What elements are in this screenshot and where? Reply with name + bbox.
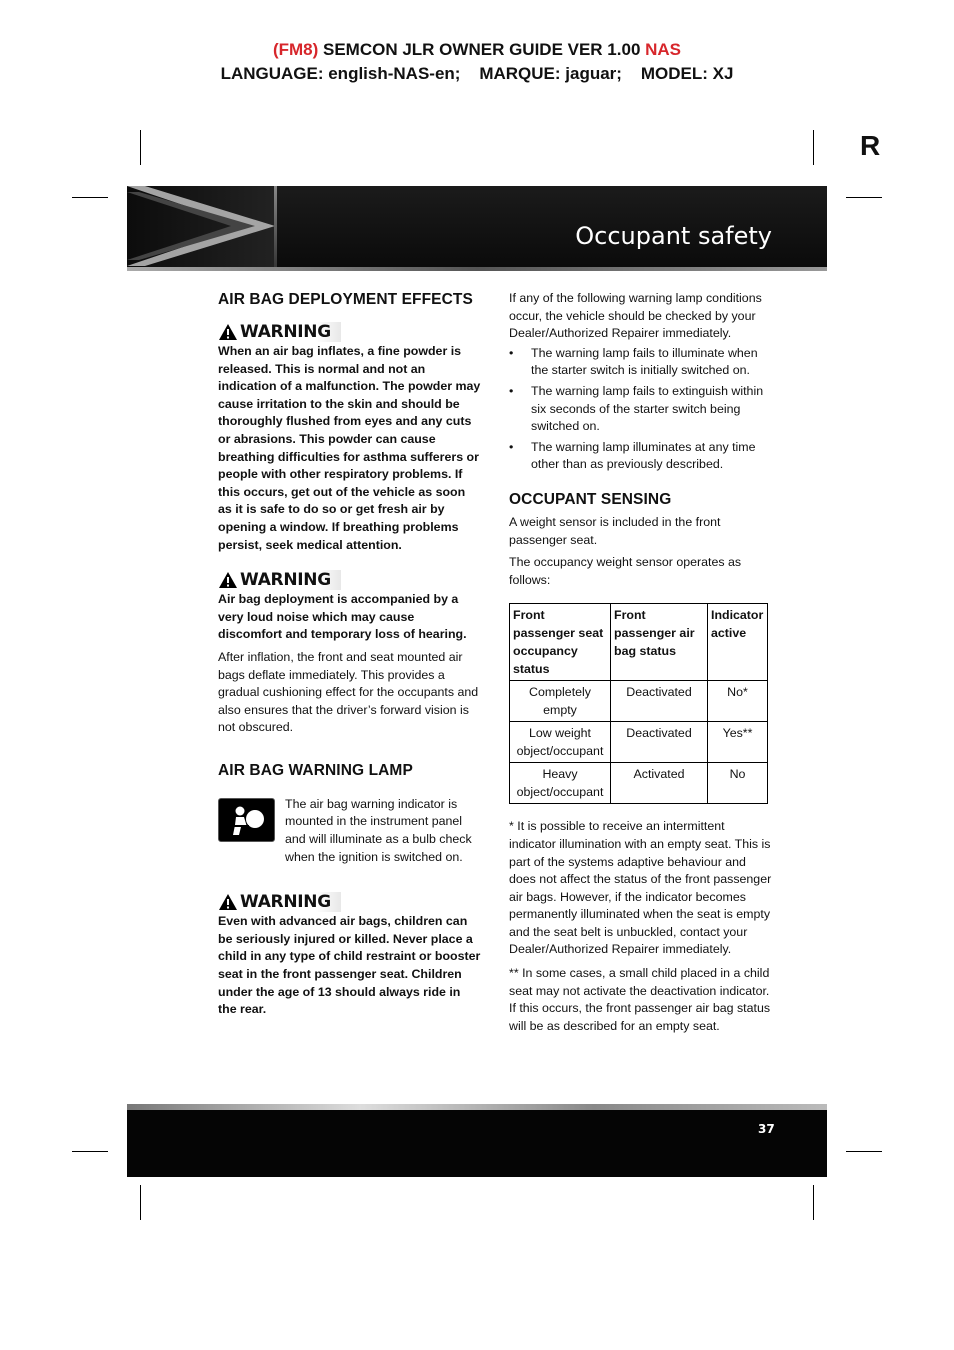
airbag-warning-lamp-icon xyxy=(218,798,275,842)
crop-mark xyxy=(813,130,814,165)
crop-mark xyxy=(72,197,108,198)
footnote-small-child: ** In some cases, a small child placed in a child seat may not activate the deactivation indicator. If this occurs, the front passenger air bag status will be as described for an empty seat. xyxy=(509,966,771,1033)
warning-label: WARNING xyxy=(240,570,341,590)
warning-triangle-icon xyxy=(218,571,238,589)
table-cell: Deactivated xyxy=(611,681,708,722)
banner-seam xyxy=(274,186,277,271)
table-row xyxy=(510,722,768,763)
list-item: • The warning lamp fails to illuminate when the starter switch is initially switched on. xyxy=(509,345,772,380)
list-item: • The warning lamp fails to extinguish within six seconds of the starter switch being switched on. xyxy=(509,383,772,436)
chapter-banner xyxy=(127,186,827,271)
crop-mark xyxy=(72,1151,108,1152)
list-item: • The warning lamp illuminates at any time other than as previously described. xyxy=(509,439,772,474)
paragraph-sensor-operation: The occupancy weight sensor operates as follows: xyxy=(509,555,742,587)
crop-mark xyxy=(140,130,141,165)
warning-triangle-icon xyxy=(218,893,238,911)
banner-chevron xyxy=(127,186,275,271)
table-cell: Activated xyxy=(611,763,708,804)
warning-header xyxy=(218,891,481,913)
table-cell: No* xyxy=(708,681,768,722)
chevron-icon xyxy=(127,186,275,271)
crop-mark xyxy=(140,1185,141,1220)
lamp-condition-list xyxy=(509,345,772,474)
lamp-description: The air bag warning indicator is mounted in the instrument panel and will illuminate as a bulb check when the ignition is switched on. xyxy=(285,796,472,864)
warning-header xyxy=(218,569,481,591)
section-heading-occupant-sensing: OCCUPANT SENSING xyxy=(509,490,672,508)
table-cell: Deactivated xyxy=(611,722,708,763)
table-header-cell: Front passenger seat occupancy status xyxy=(510,604,611,681)
table-row xyxy=(510,681,768,722)
page-footer xyxy=(127,1104,827,1177)
warning-lamp-block xyxy=(218,796,481,866)
warning-label: WARNING xyxy=(240,322,341,342)
table-row xyxy=(510,763,768,804)
section-heading-deployment-effects: AIR BAG DEPLOYMENT EFFECTS xyxy=(218,291,473,308)
table-cell: Low weight object/occupant xyxy=(510,722,611,763)
chapter-title: Occupant safety xyxy=(575,222,772,250)
section-heading-warning-lamp: AIR BAG WARNING LAMP xyxy=(218,761,413,779)
warning-text-noise: Air bag deployment is accompanied by a very loud noise which may cause discomfort and temporary loss of hearing. xyxy=(218,592,467,642)
page-number: 37 xyxy=(758,1122,775,1136)
table-header-row xyxy=(510,604,768,681)
footnote-intermittent: * It is possible to receive an intermittent indicator illumination with an empty seat. This is part of the systems adaptive behaviour and does not affect the status of the front passenger air bags. However, if the indicator becomes permanently illuminated when the seat is empty and the seat belt is unbuckled, contact your Dealer/Authorized Repairer immediately. xyxy=(509,819,772,957)
occupancy-table xyxy=(509,603,768,804)
crop-mark xyxy=(846,1151,882,1152)
page-marker: R xyxy=(860,130,881,161)
table-header-cell: Indicator active xyxy=(708,604,768,681)
table-header-cell: Front passenger air bag status xyxy=(611,604,708,681)
doc-header-line1 xyxy=(0,40,954,60)
header-fm-code: (FM8) xyxy=(272,40,319,59)
right-column xyxy=(509,290,772,1035)
warning-triangle-icon xyxy=(218,323,238,341)
warning-header xyxy=(218,321,481,343)
header-guide-title: SEMCON JLR OWNER GUIDE VER 1.00 xyxy=(318,40,646,59)
table-cell: Yes** xyxy=(708,722,768,763)
crop-mark xyxy=(846,197,882,198)
footer-edge xyxy=(127,1104,827,1110)
header-region: NAS xyxy=(645,40,682,59)
table-cell: Heavy object/occupant xyxy=(510,763,611,804)
crop-mark xyxy=(813,1185,814,1220)
paragraph-inflation: After inflation, the front and seat mounted air bags deflate immediately. This provides a gradual cushioning effect for the occupants and also ensures that the driver’s forward vision is not obscured. xyxy=(218,649,479,735)
left-column xyxy=(218,290,481,1019)
paragraph-lamp-conditions: If any of the following warning lamp conditions occur, the vehicle should be checked by your Dealer/Authorized Repairer immediately. xyxy=(509,291,762,341)
paragraph-weight-sensor: A weight sensor is included in the front passenger seat. xyxy=(509,514,721,547)
warning-text-powder: When an air bag inflates, a fine powder is released. This is normal and not an indication of a malfunction. The powder may cause irritation to the skin and should be thoroughly flushed from eyes and any cuts or abrasions. This powder can cause breathing difficulties for asthma sufferers or people with other respiratory problems. If this occurs, get out of the vehicle as soon as it is safe to do so or get fresh air by opening a window. If breathing problems persist, seek medical attention. xyxy=(218,344,481,552)
doc-header-line2: LANGUAGE: english-NAS-en; MARQUE: jaguar; MODEL: XJ xyxy=(220,64,734,83)
table-cell: No xyxy=(708,763,768,804)
table-cell: Completely empty xyxy=(510,681,611,722)
banner-edge xyxy=(127,267,827,271)
warning-text-children: Even with advanced air bags, children can be seriously injured or killed. Never place a child in any type of child restraint or booster seat in the front passenger seat. Children under the age of 13 should always ride in the rear. xyxy=(218,914,481,1017)
warning-label: WARNING xyxy=(240,892,341,912)
